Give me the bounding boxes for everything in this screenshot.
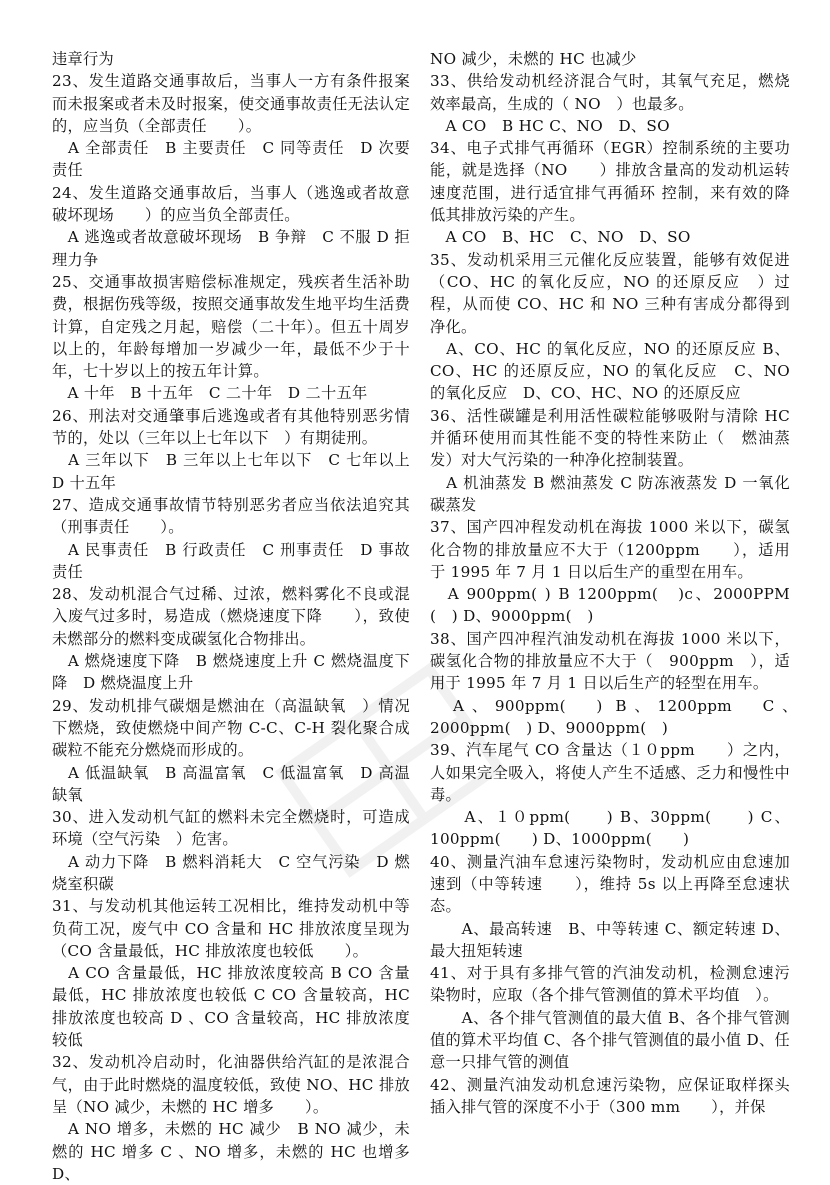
options-40: A、最高转速 B、中等转速 C、额定转速 D、最大扭矩转速: [430, 919, 790, 960]
question-27: 27、造成交通事故情节特别恶劣者应当依法追究其（刑事责任 ）。: [52, 495, 410, 537]
question-40: 40、测量汽油车怠速污染物时，发动机应由怠速加速到（中等转速 ），维持 5s 以上再降至怠速状态。: [430, 852, 790, 916]
options-25: A 十年 B 十五年 C 二十年 D 二十五年: [52, 384, 368, 403]
question-38: 38、国产四冲程汽油发动机在海拔 1000 米以下，碳氢化合物的排放量应不大于（ 900ppm ），适用于 1995 年 7 月 1 日以后生产的轻型在用车。: [430, 629, 790, 693]
options-27: A 民事责任 B 行政责任 C 刑事责任 D 事故责任: [52, 540, 410, 581]
options-26: A 三年以下 B 三年以上七年以下 C 七年以上 D 十五年: [52, 451, 426, 492]
options-37: A 900ppm( ) B 1200ppm( )c、2000PPM ( ) D、9000ppm( ): [430, 585, 796, 626]
question-42: 42、测量汽油发动机怠速污染物，应保证取样探头插入排气管的深度不小于（300 mm ），并保: [430, 1075, 790, 1116]
options-23: A 全部责任 B 主要责任 C 同等责任 D 次要责任: [52, 139, 410, 180]
options-28: A 燃烧速度下降 B 燃烧速度上升 C 燃烧温度下降 D 燃烧温度上升: [52, 652, 410, 693]
question-25: 25、交通事故损害赔偿标准规定，残疾者生活补助费，根据伤残等级，按照交通事故发生地平均生活费计算，自定残之月起，赔偿（二十年）。但五十周岁以上的，年龄每增加一岁减少一年，最低不少于十年，七十岁以上的按五年计算。: [52, 272, 410, 381]
question-41: 41、对于具有多排气管的汽油发动机，检测怠速污染物时，应取（各个排气管测值的算术平均值 ）。: [430, 964, 790, 1005]
options-39: A、１０ppm( ) B、30ppm( ) C、100ppm( ) D、1000ppm( ): [430, 808, 790, 849]
question-23: 23、发生道路交通事故后，当事人一方有条件报案而未报案或者未及时报案，使交通事故责任无法认定的，应当负（全部责任 ）。: [52, 72, 410, 135]
question-33: 33、供给发动机经济混合气时，其氧气充足，燃烧效率最高，生成的（ NO ）也最多。: [430, 72, 790, 113]
options-30: A 动力下降 B 燃料消耗大 C 空气污染 D 燃烧室积碳: [52, 852, 410, 893]
options-24: A 逃逸或者故意破坏现场 B 争辩 C 不服 D 拒理力争: [52, 228, 410, 269]
question-36: 36、活性碳罐是利用活性碳粒能够吸附与清除 HC 并循环使用而其性能不变的特性来防止（ 燃油蒸发）对大气污染的一种净化控制装置。: [430, 406, 796, 470]
options-38: A、900ppm( ) B、1200ppm C、 2000ppm( ) D、9000ppm( ): [430, 696, 806, 737]
question-31: 31、与发动机其他运转工况相比，维持发动机中等负荷工况，废气中 CO 含量和 HC 排放浓度呈现为（CO 含量最低，HC 排放浓度也较低 ）。: [52, 897, 410, 960]
options-41: A、各个排气管测值的最大值 B、各个排气管测值的算术平均值 C、各个排气管测值的最小值 D、任意一只排气管的测值: [430, 1008, 790, 1072]
options-36: A 机油蒸发 B 燃油蒸发 C 防冻液蒸发 D 一氧化碳蒸发: [430, 473, 790, 514]
options-33: A CO B HC C、NO D、SO: [430, 116, 670, 135]
question-37: 37、国产四冲程发动机在海拔 1000 米以下，碳氢化合物的排放量应不大于（1200ppm ），适用于 1995 年 7 月 1 日以后生产的重型在用车。: [430, 518, 790, 581]
question-24: 24、发生道路交通事故后，当事人（逃逸或者故意破坏现场 ）的应当负全部责任。: [52, 183, 410, 225]
right-column: [430, 48, 806, 1118]
options-35: A、CO、HC 的氧化反应，NO 的还原反应 B、CO、HC 的还原反应，NO 的氧化反应 C、NO 的氧化反应 D、CO、HC、NO 的还原反应: [430, 339, 796, 403]
options-32: A NO 增多，未燃的 HC 减少 B NO 减少，未燃的 HC 增多 C 、NO 增多，未燃的 HC 也增多 D、: [52, 1120, 426, 1183]
left-column: [52, 48, 426, 1185]
question-35: 35、发动机采用三元催化反应装置，能够有效促进（CO、HC 的氧化反应，NO 的还原反应 ）过程，从而使 CO、HC 和 NO 三种有害成分都得到净化。: [430, 250, 790, 336]
question-32: 32、发动机冷启动时，化油器供给汽缸的是浓混合气，由于此时燃烧的温度较低，致使 NO、HC 排放呈（NO 减少，未燃的 HC 增多 ）。: [52, 1053, 410, 1116]
question-28: 28、发动机混合气过稀、过浓，燃料雾化不良或混入废气过多时，易造成（燃烧速度下降 ），致使未燃部分的燃料变成碳氢化合物排出。: [52, 585, 410, 648]
question-30: 30、进入发动机气缸的燃料未完全燃烧时，可造成环境（空气污染 ）危害。: [52, 808, 410, 849]
options-31: A CO 含量最低，HC 排放浓度较高 B CO 含量最低，HC 排放浓度也较低 C CO 含量较高，HC 排放浓度也较高 D 、CO 含量较高，HC 排放浓度较低: [52, 964, 416, 1050]
options-34: A CO B、HC C、NO D、SO: [430, 228, 691, 247]
text-line: 违章行为: [52, 50, 114, 68]
options-32-continued: NO 减少，未燃的 HC 也减少: [430, 50, 637, 68]
question-34: 34、电子式排气再循环（EGR）控制系统的主要功能，就是选择（NO ）排放含量高的发动机运转速度范围，进行适宜排气再循环 控制，来有效的降低其排放污染的产生。: [430, 139, 790, 225]
question-39: 39、汽车尾气 CO 含量达（１０ppm ）之内，人如果完全吸入，将使人产生不适感、乏力和慢性中毒。: [430, 741, 790, 804]
question-29: 29、发动机排气碳烟是燃油在（高温缺氧 ）情况下燃烧，致使燃烧中间产物 C-C、C-H 裂化聚合成碳粒不能充分燃烧而形成的。: [52, 696, 410, 760]
question-26: 26、刑法对交通肇事后逃逸或者有其他特别恶劣情节的，处以（三年以上七年以下 ）有期徒刑。: [52, 406, 410, 448]
options-29: A 低温缺氧 B 高温富氧 C 低温富氧 D 高温缺氧: [52, 763, 410, 804]
